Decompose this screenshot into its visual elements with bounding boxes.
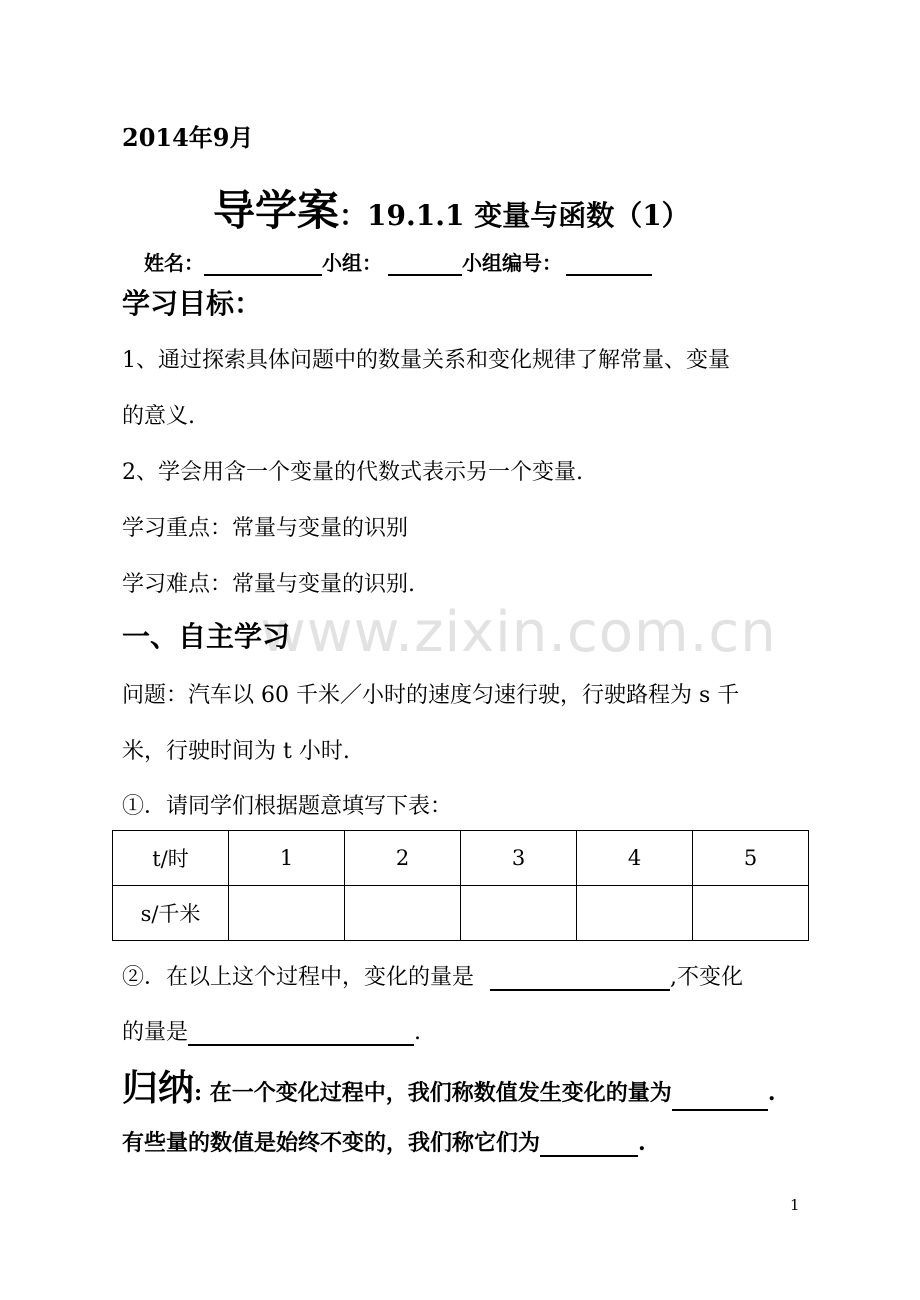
table-cell: 1: [229, 831, 345, 886]
table-row: [113, 831, 809, 886]
question-2-end: .: [414, 1020, 422, 1045]
question-1: ①．请同学们根据题意填写下表：: [122, 794, 453, 819]
constant-blank[interactable]: [188, 1022, 414, 1046]
variable-blank[interactable]: [490, 967, 670, 991]
difficulty-point: 学习难点：常量与变量的识别.: [122, 572, 415, 597]
table-input-cell[interactable]: [693, 886, 809, 941]
table-cell: 3: [461, 831, 577, 886]
group-blank[interactable]: [388, 252, 462, 276]
table-header-cell: s/千米: [113, 886, 229, 941]
student-info-line: [144, 247, 652, 276]
summary-end-2: .: [638, 1130, 646, 1156]
section-1-heading: 一、自主学习: [122, 620, 291, 653]
time-distance-table: [112, 830, 809, 941]
table-cell: 4: [577, 831, 693, 886]
group-number-blank[interactable]: [566, 252, 652, 276]
summary-text-1: : 在一个变化过程中，我们称数值发生变化的量为: [194, 1080, 672, 1106]
problem-line-2: 米，行驶时间为 t 小时.: [122, 739, 350, 764]
title-subtitle: ：19.1.1 变量与函数（1）: [339, 199, 690, 232]
question-2-text-cont: ,不变化: [670, 965, 744, 990]
summary-label: 归纳: [122, 1068, 195, 1109]
objective-2: 2、学会用含一个变量的代数式表示另一个变量.: [122, 460, 583, 485]
question-2-text: ②．在以上这个过程中，变化的量是: [122, 965, 475, 990]
constant-definition-blank[interactable]: [540, 1133, 638, 1157]
page-number: 1: [790, 1196, 800, 1214]
question-2-line-2: [122, 1015, 421, 1046]
summary-text-2: 有些量的数值是始终不变的，我们称它们为: [122, 1130, 541, 1156]
key-point: 学习重点：常量与变量的识别: [122, 516, 409, 541]
objective-1-line-1: 1、通过探索具体问题中的数量关系和变化规律了解常量、变量: [122, 348, 730, 373]
table-input-cell[interactable]: [345, 886, 461, 941]
document-date: 2014年9月: [122, 123, 254, 152]
table-cell: 5: [693, 831, 809, 886]
variable-definition-blank[interactable]: [672, 1087, 768, 1111]
name-label: 姓名：: [144, 251, 204, 275]
group-label: 小组：: [322, 251, 382, 275]
table-input-cell[interactable]: [461, 886, 577, 941]
objectives-heading: 学习目标：: [122, 287, 263, 320]
question-2-line-1: [122, 960, 743, 991]
watermark: www.zixin.com.cn: [260, 600, 777, 665]
table-header-cell: t/时: [113, 831, 229, 886]
table-input-cell[interactable]: [577, 886, 693, 941]
name-blank[interactable]: [204, 252, 322, 276]
summary-line-2: [122, 1126, 646, 1157]
problem-line-1: 问题：汽车以 60 千米／小时的速度匀速行驶，行驶路程为 s 千: [122, 683, 740, 708]
table-input-cell[interactable]: [229, 886, 345, 941]
group-number-label: 小组编号：: [462, 251, 562, 275]
title-main: 导学案: [213, 186, 340, 235]
table-cell: 2: [345, 831, 461, 886]
table-row: [113, 886, 809, 941]
objective-1-line-2: 的意义.: [122, 404, 195, 429]
document-title: [213, 178, 690, 238]
summary-end-1: .: [767, 1080, 776, 1106]
question-2-line-2-text: 的量是: [122, 1020, 189, 1045]
summary-line-1: [122, 1060, 775, 1111]
